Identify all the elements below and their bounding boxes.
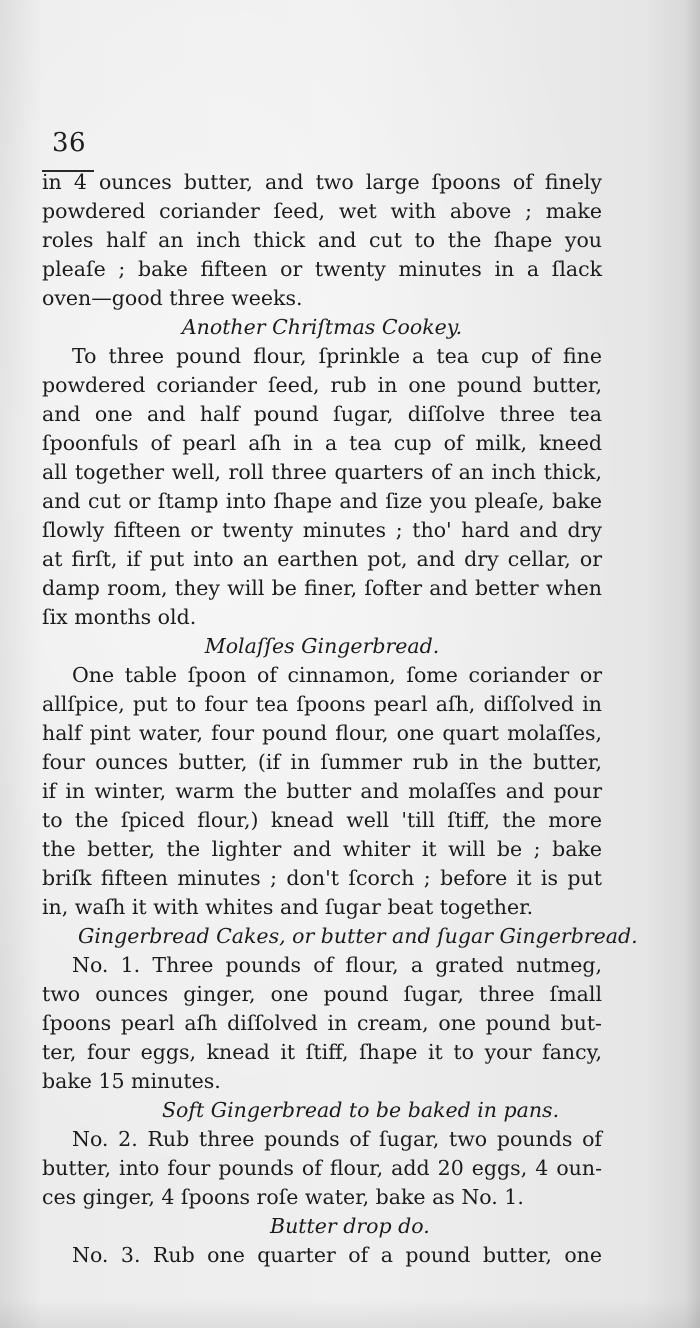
text-line: if in winter, warm the butter and molaſſes and pour — [42, 779, 602, 803]
page-edge-shadow — [686, 0, 700, 1328]
text-line: bake 15 minutes. — [42, 1069, 221, 1093]
text-line: and one and half pound ſugar, diſſolve three tea — [42, 402, 602, 426]
text-line: damp room, they will be finer, ſofter and better when — [42, 576, 602, 600]
text-line: to the ſpiced flour,) knead well 'till ſtiff, the more — [42, 808, 602, 832]
text-line: half pint water, four pound flour, one quart molaſſes, — [42, 721, 602, 745]
text-line: roles half an inch thick and cut to the ſhape you — [42, 228, 602, 252]
text-line: oven—good three weeks. — [42, 286, 303, 310]
recipe-title: Gingerbread Cakes, or butter and ſugar Gingerbread. — [78, 924, 638, 948]
text-line: No. 1. Three pounds of flour, a grated nutmeg, — [72, 953, 602, 977]
text-line: No. 2. Rub three pounds of ſugar, two pounds of — [72, 1127, 602, 1151]
page-bottom-shadow — [0, 1298, 700, 1328]
text-line: at firſt, if put into an earthen pot, and dry cellar, or — [42, 547, 602, 571]
text-line: ces ginger, 4 ſpoons roſe water, bake as No. 1. — [42, 1185, 524, 1209]
text-line: ſpoonfuls of pearl aſh in a tea cup of milk, kneed — [42, 431, 602, 455]
text-line: in 4 ounces butter, and two large ſpoons of finely — [42, 170, 602, 194]
recipe-title: Soft Gingerbread to be baked in pans. — [162, 1098, 560, 1122]
text-line: two ounces ginger, one pound ſugar, three ſmall — [42, 982, 602, 1006]
text-line: pleaſe ; bake fifteen or twenty minutes in a ſlack — [42, 257, 602, 281]
text-line: the better, the lighter and whiter it will be ; bake — [42, 837, 602, 861]
text-line: ſlowly fifteen or twenty minutes ; tho' hard and dry — [42, 518, 602, 542]
text-line: powdered coriander ſeed, wet with above ; make — [42, 199, 602, 223]
text-line: all together well, roll three quarters of an inch thick, — [42, 460, 602, 484]
page-number: 36 — [52, 128, 87, 158]
recipe-title: Molaſſes Gingerbread. — [204, 634, 440, 658]
text-line: ſix months old. — [42, 605, 197, 629]
text-line: four ounces butter, (if in ſummer rub in the butter, — [42, 750, 602, 774]
text-line: One table ſpoon of cinnamon, ſome coriander or — [72, 663, 602, 687]
text-line: ſpoons pearl aſh diſſolved in cream, one pound but- — [42, 1011, 602, 1035]
text-line: powdered coriander ſeed, rub in one pound butter, — [42, 373, 602, 397]
text-line: allſpice, put to four tea ſpoons pearl aſh, diſſolved in — [42, 692, 602, 716]
text-line: No. 3. Rub one quarter of a pound butter, one — [72, 1243, 602, 1267]
text-line: To three pound flour, ſprinkle a tea cup of fine — [72, 344, 602, 368]
recipe-title: Butter drop do. — [270, 1214, 430, 1238]
recipe-title: Another Chriſtmas Cookey. — [181, 315, 463, 339]
text-line: briſk fifteen minutes ; don't ſcorch ; before it is put — [42, 866, 602, 890]
page-text — [42, 168, 638, 1270]
text-line: butter, into four pounds of flour, add 20 eggs, 4 oun- — [42, 1156, 602, 1180]
text-line: and cut or ſtamp into ſhape and ſize you pleaſe, bake — [42, 489, 602, 513]
text-line: ter, four eggs, knead it ſtiff, ſhape it to your fancy, — [42, 1040, 602, 1064]
text-line: in, waſh it with whites and ſugar beat together. — [42, 895, 534, 919]
